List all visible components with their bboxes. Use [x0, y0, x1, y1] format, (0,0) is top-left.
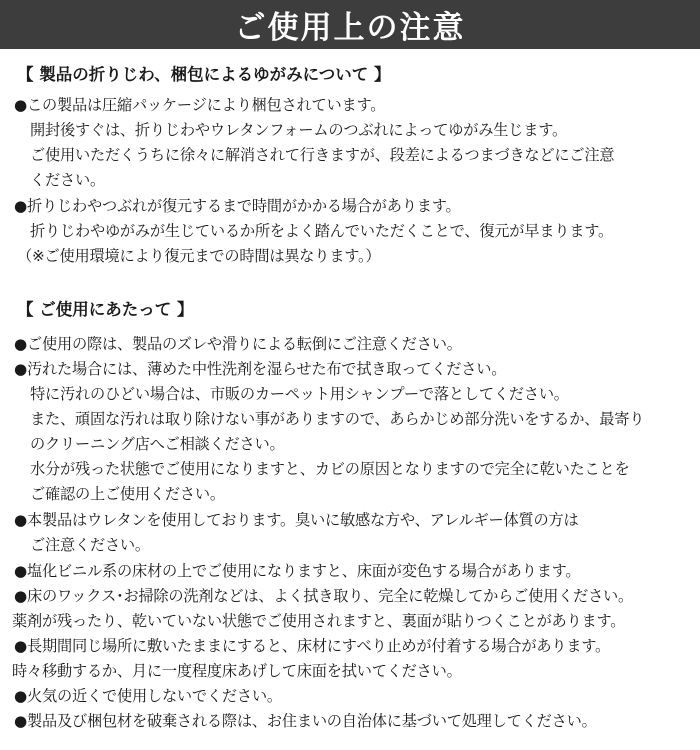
section-heading-usage: 【 ご使用にあたって 】 [17, 300, 194, 319]
notice-line: ●火気の近くで使用しないでください。 [14, 687, 282, 705]
notice-line: 時々移動するか、月に一度程度床あげして床面を拭いてください。 [12, 662, 462, 680]
notice-line: ●製品及び梱包材を破棄される際は、お住まいの自治体に基づいて処理してください。 [14, 712, 597, 730]
notice-line: 折りじわやゆがみが生じているか所をよく踏んでいただくことで、復元が早まります。 [30, 222, 613, 240]
notice-line: ●汚れた場合には、薄めた中性洗剤を湿らせた布で拭き取ってください。 [14, 360, 507, 378]
notice-line: 開封後すぐは、折りじわやウレタンフォームのつぶれによってゆがみ生じます。 [30, 121, 567, 139]
notice-line: ●折りじわやつぶれが復元するまで時間がかかる場合があります。 [14, 197, 461, 215]
notice-line: ご使用いただくうちに徐々に解消されて行きますが、段差によるつまづきなどにご注意 [30, 146, 615, 164]
notice-line: また、頑固な汚れは取り除けない事がありますので、あらかじめ部分洗いをするか、最寄り [30, 410, 645, 428]
notice-line: ●長期間同じ場所に敷いたままにすると、床材にすべり止めが付着する場合があります。 [14, 637, 611, 655]
notice-line: 薬剤が残ったり、乾いていない状態でご使用されますと、裏面が貼りつくことがあります。 [12, 612, 626, 630]
title-banner [0, 0, 700, 49]
notice-line: ご確認の上ご使用ください。 [30, 485, 225, 503]
notice-line: ご注意ください。 [30, 536, 150, 554]
page-title: ご使用上の注意 [234, 10, 466, 46]
notice-line: 水分が残った状態でご使用になりますと、カビの原因となりますので完全に乾いたことを [30, 460, 630, 478]
notice-line: ●この製品は圧縮パッケージにより梱包されています。 [14, 96, 386, 114]
notice-line: ●ご使用の際は、製品のズレや滑りによる転倒にご注意ください。 [14, 335, 462, 353]
section-heading-folding: 【 製品の折りじわ、梱包によるゆがみについて 】 [17, 65, 391, 84]
notice-line: ●本製品はウレタンを使用しております。臭いに敏感な方や、アレルギー体質の方は [14, 511, 579, 529]
notice-line: 特に汚れのひどい場合は、市販のカーペット用シャンプーで落としてください。 [30, 385, 569, 403]
notice-line: （※ご使用環境により復元までの時間は異なります。） [17, 247, 381, 265]
notice-line: のクリーニング店へご相談ください。 [30, 435, 285, 453]
notice-line: ください。 [30, 171, 105, 189]
notice-line: ●塩化ビニル系の床材の上でご使用になりますと、床面が変色する場合があります。 [14, 562, 581, 580]
notice-line: ●床のワックス･お掃除の洗剤などは、よく拭き取り、完全に乾燥してからご使用ください。 [14, 587, 634, 605]
